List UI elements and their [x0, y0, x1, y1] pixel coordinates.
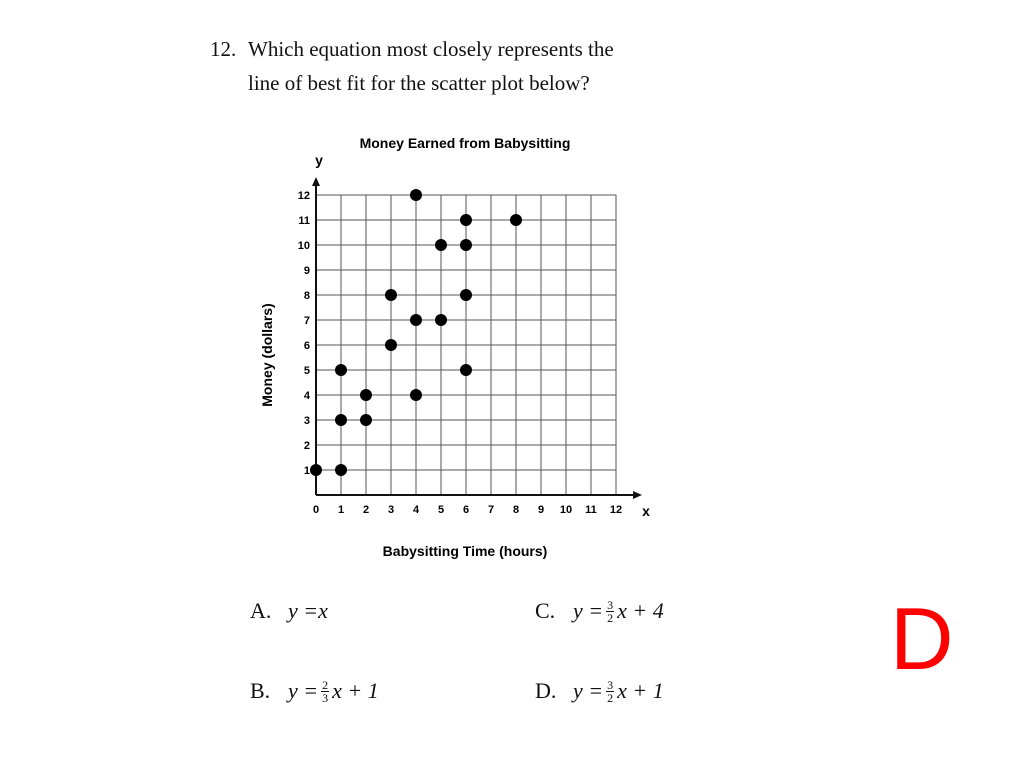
data-point: [460, 214, 472, 226]
data-point: [510, 214, 522, 226]
data-point: [460, 289, 472, 301]
choice-c-numerator: 3: [607, 597, 614, 612]
choice-c-letter: C.: [535, 598, 556, 623]
choice-c-rhs: x + 4: [617, 598, 664, 623]
x-tick-label: 8: [512, 504, 520, 516]
y-tick-label: 10: [297, 240, 310, 252]
y-tick-label: 4: [303, 390, 310, 402]
choice-d-denominator: 2: [607, 690, 614, 705]
chart-ylabel: Money (dollars): [259, 303, 275, 407]
choice-a[interactable]: [250, 598, 328, 624]
question-number: 12.: [210, 37, 237, 61]
data-point: [360, 389, 372, 401]
y-tick-label: 8: [303, 290, 310, 302]
x-tick-label: 5: [437, 504, 445, 516]
y-tick-label: 11: [298, 215, 310, 227]
data-point: [360, 414, 372, 426]
x-tick-label: 4: [412, 504, 420, 516]
x-tick-label: 6: [462, 504, 470, 516]
choice-b-fraction: [321, 679, 329, 704]
data-point: [460, 239, 472, 251]
y-tick-label: 9: [303, 265, 310, 277]
choice-b-numerator: 2: [322, 677, 329, 692]
data-point: [335, 414, 347, 426]
x-tick-label: 10: [559, 504, 573, 516]
choice-a-rhs: x: [318, 598, 328, 623]
answer-letter: D: [890, 589, 954, 688]
chart-title: Money Earned from Babysitting: [359, 135, 571, 151]
choice-d-numerator: 3: [607, 677, 614, 692]
y-axis-letter: y: [315, 152, 323, 168]
x-tick-label: 3: [387, 504, 395, 516]
scatter-chart: [240, 125, 660, 575]
data-point: [310, 464, 322, 476]
y-axis-arrow-icon: [312, 177, 320, 186]
choice-a-lhs: y =: [288, 598, 319, 623]
x-tick-label: 2: [362, 504, 370, 516]
y-tick-label: 3: [303, 415, 310, 427]
x-tick-label: 7: [487, 504, 495, 516]
y-tick-label: 5: [303, 365, 310, 377]
x-tick-label: 1: [337, 504, 345, 516]
data-point: [460, 364, 472, 376]
x-axis-arrow-icon: [633, 491, 642, 499]
choice-c-denominator: 2: [607, 610, 614, 625]
choice-b-lhs: y =: [288, 678, 319, 703]
choice-b[interactable]: [250, 678, 379, 704]
choice-b-rhs: x + 1: [332, 678, 379, 703]
x-tick-label: 9: [537, 504, 545, 516]
data-point: [410, 189, 422, 201]
y-tick-label: 12: [297, 190, 310, 202]
choice-d-rhs: x + 1: [617, 678, 664, 703]
choice-d-fraction: [606, 679, 614, 704]
x-tick-label: 0: [312, 504, 320, 516]
chart-xlabel: Babysitting Time (hours): [382, 543, 548, 559]
data-point: [335, 364, 347, 376]
data-point: [410, 314, 422, 326]
data-point: [335, 464, 347, 476]
choice-c[interactable]: [535, 598, 664, 624]
x-tick-label: 11: [585, 504, 597, 516]
question-line-2: line of best fit for the scatter plot below?: [248, 71, 590, 95]
choice-c-lhs: y =: [573, 598, 604, 623]
choice-d-letter: D.: [535, 678, 557, 703]
choice-d-lhs: y =: [573, 678, 604, 703]
x-tick-label: 12: [609, 504, 623, 516]
choice-a-letter: A.: [250, 598, 272, 623]
choice-b-denominator: 3: [322, 690, 329, 705]
data-point: [435, 239, 447, 251]
y-tick-label: 2: [303, 440, 310, 452]
data-point: [385, 339, 397, 351]
y-tick-label: 1: [303, 465, 310, 477]
choice-c-fraction: [606, 599, 614, 624]
choice-b-letter: B.: [250, 678, 271, 703]
question-line-1: Which equation most closely represents the: [248, 37, 614, 61]
y-tick-label: 6: [303, 340, 310, 352]
x-axis-letter: x: [642, 503, 650, 519]
data-point: [410, 389, 422, 401]
data-point: [435, 314, 447, 326]
choice-d[interactable]: [535, 678, 664, 704]
y-tick-label: 7: [303, 315, 310, 327]
question-text: [210, 32, 614, 100]
data-point: [385, 289, 397, 301]
